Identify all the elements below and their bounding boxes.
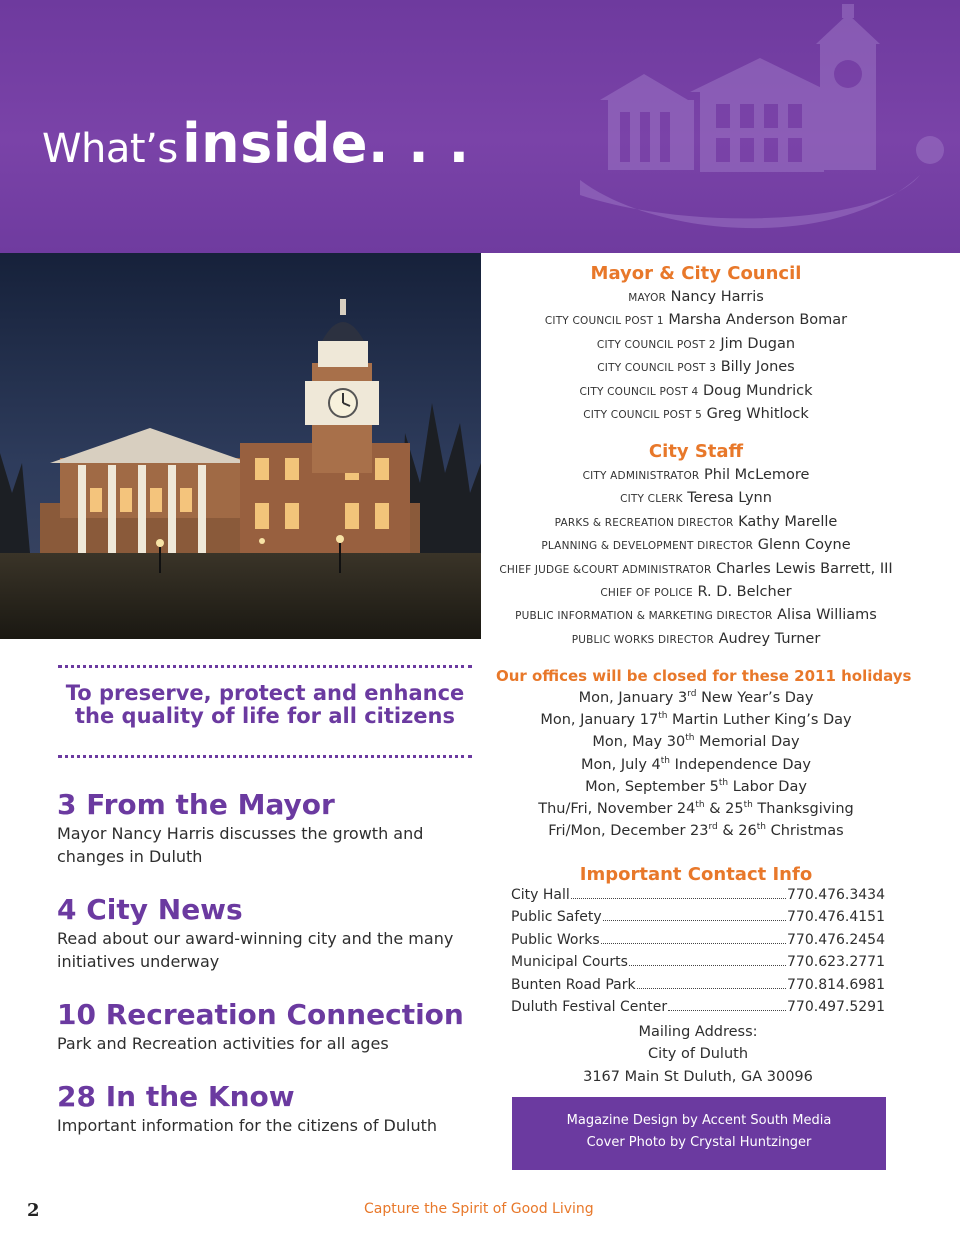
staff-member: PARKS & RECREATION DIRECTOR Kathy Marelle bbox=[554, 513, 838, 530]
contact-list bbox=[511, 887, 885, 1021]
header-banner bbox=[0, 0, 960, 253]
toc-description: Read about our award-winning city and the many initiatives underway bbox=[57, 929, 454, 971]
contact-heading: Important Contact Info bbox=[579, 864, 813, 885]
holiday-item: Thu/Fri, November 24th & 25th Thanksgiving bbox=[538, 800, 854, 818]
city-logo-watermark bbox=[580, 0, 960, 253]
mailing-name: City of Duluth bbox=[647, 1046, 749, 1063]
holiday-item: Mon, May 30th Memorial Day bbox=[592, 733, 800, 751]
staff-member: CITY CLERK Teresa Lynn bbox=[620, 490, 772, 507]
toc-title: 28 In the Know bbox=[57, 1080, 295, 1113]
mailing-label: Mailing Address: bbox=[638, 1024, 758, 1040]
council-member: CITY COUNCIL POST 4 Doug Mundrick bbox=[579, 382, 813, 399]
toc-item-city-news[interactable] bbox=[57, 893, 477, 973]
staff-member: CHIEF JUDGE &COURT ADMINISTRATOR Charles Lewis Barrett, III bbox=[499, 560, 893, 577]
council-member: CITY COUNCIL POST 5 Greg Whitlock bbox=[583, 406, 809, 423]
holidays-section bbox=[496, 665, 912, 842]
council-member: MAYOR Nancy Harris bbox=[628, 289, 764, 305]
divider-top bbox=[58, 665, 472, 668]
toc-title: 4 City News bbox=[57, 893, 243, 926]
council-section bbox=[496, 263, 896, 426]
toc-item-in-the-know[interactable] bbox=[57, 1080, 477, 1137]
toc-item-recreation-connection[interactable] bbox=[57, 998, 477, 1055]
holiday-item: Mon, September 5th Labor Day bbox=[585, 777, 807, 795]
holiday-item: Mon, January 17th Martin Luther King’s Day bbox=[540, 711, 852, 729]
council-member: CITY COUNCIL POST 3 Billy Jones bbox=[597, 359, 795, 376]
toc-title: 3 From the Mayor bbox=[57, 788, 335, 821]
contact-row: Duluth Festival Center 770.497.5291 bbox=[511, 998, 885, 1015]
contact-row: Municipal Courts 770.623.2771 bbox=[511, 954, 885, 971]
credit-photo: Cover Photo by Crystal Huntzinger bbox=[586, 1135, 812, 1150]
title-bold: inside. . . bbox=[182, 112, 470, 175]
staff-heading: City Staff bbox=[648, 441, 744, 462]
mission-statement: To preserve, protect and enhance the quality of life for all citizens bbox=[65, 681, 465, 728]
holidays-heading: Our offices will be closed for these 2011 holidays bbox=[496, 667, 912, 685]
staff-section bbox=[496, 441, 896, 651]
staff-member: PLANNING & DEVELOPMENT DIRECTOR Glenn Coyne bbox=[541, 537, 851, 554]
toc-title: 10 Recreation Connection bbox=[57, 998, 464, 1031]
toc-item-from-the-mayor[interactable] bbox=[57, 788, 477, 868]
staff-member: PUBLIC WORKS DIRECTOR Audrey Turner bbox=[571, 630, 821, 647]
toc-description: Mayor Nancy Harris discusses the growth and changes in Duluth bbox=[57, 824, 424, 866]
mailing-street: 3167 Main St Duluth, GA 30096 bbox=[583, 1068, 813, 1085]
staff-member: PUBLIC INFORMATION & MARKETING DIRECTOR Alisa Williams bbox=[515, 607, 877, 624]
staff-member: CITY ADMINISTRATOR Phil McLemore bbox=[582, 467, 810, 483]
toc-description: Important information for the citizens of Duluth bbox=[57, 1116, 437, 1135]
credits-box bbox=[512, 1097, 886, 1170]
contact-row: Public Safety 770.476.4151 bbox=[511, 909, 885, 926]
page-title bbox=[42, 112, 470, 175]
holiday-item: Mon, July 4th Independence Day bbox=[581, 755, 811, 773]
cover-photo bbox=[0, 253, 481, 639]
city-hall-illustration bbox=[0, 253, 481, 639]
holiday-item: Mon, January 3rd New Year’s Day bbox=[578, 689, 814, 706]
divider-bottom bbox=[58, 755, 472, 758]
staff-member: CHIEF OF POLICE R. D. Belcher bbox=[600, 584, 792, 601]
mailing-address bbox=[511, 1021, 885, 1088]
council-member: CITY COUNCIL POST 1 Marsha Anderson Bomar bbox=[544, 312, 848, 329]
credit-design: Magazine Design by Accent South Media bbox=[566, 1113, 832, 1128]
title-light: What’s bbox=[42, 126, 178, 172]
holiday-item: Fri/Mon, December 23rd & 26th Christmas bbox=[548, 822, 844, 840]
page-number: 2 bbox=[27, 1200, 40, 1221]
toc-description: Park and Recreation activities for all ages bbox=[57, 1034, 389, 1053]
contact-heading-wrap bbox=[496, 864, 896, 886]
contact-row: Bunten Road Park 770.814.6981 bbox=[511, 976, 885, 993]
council-heading: Mayor & City Council bbox=[590, 263, 802, 284]
footer-tagline: Capture the Spirit of Good Living bbox=[364, 1201, 594, 1217]
council-member: CITY COUNCIL POST 2 Jim Dugan bbox=[596, 335, 796, 352]
contact-row: City Hall 770.476.3434 bbox=[511, 887, 885, 903]
contact-row: Public Works 770.476.2454 bbox=[511, 931, 885, 948]
